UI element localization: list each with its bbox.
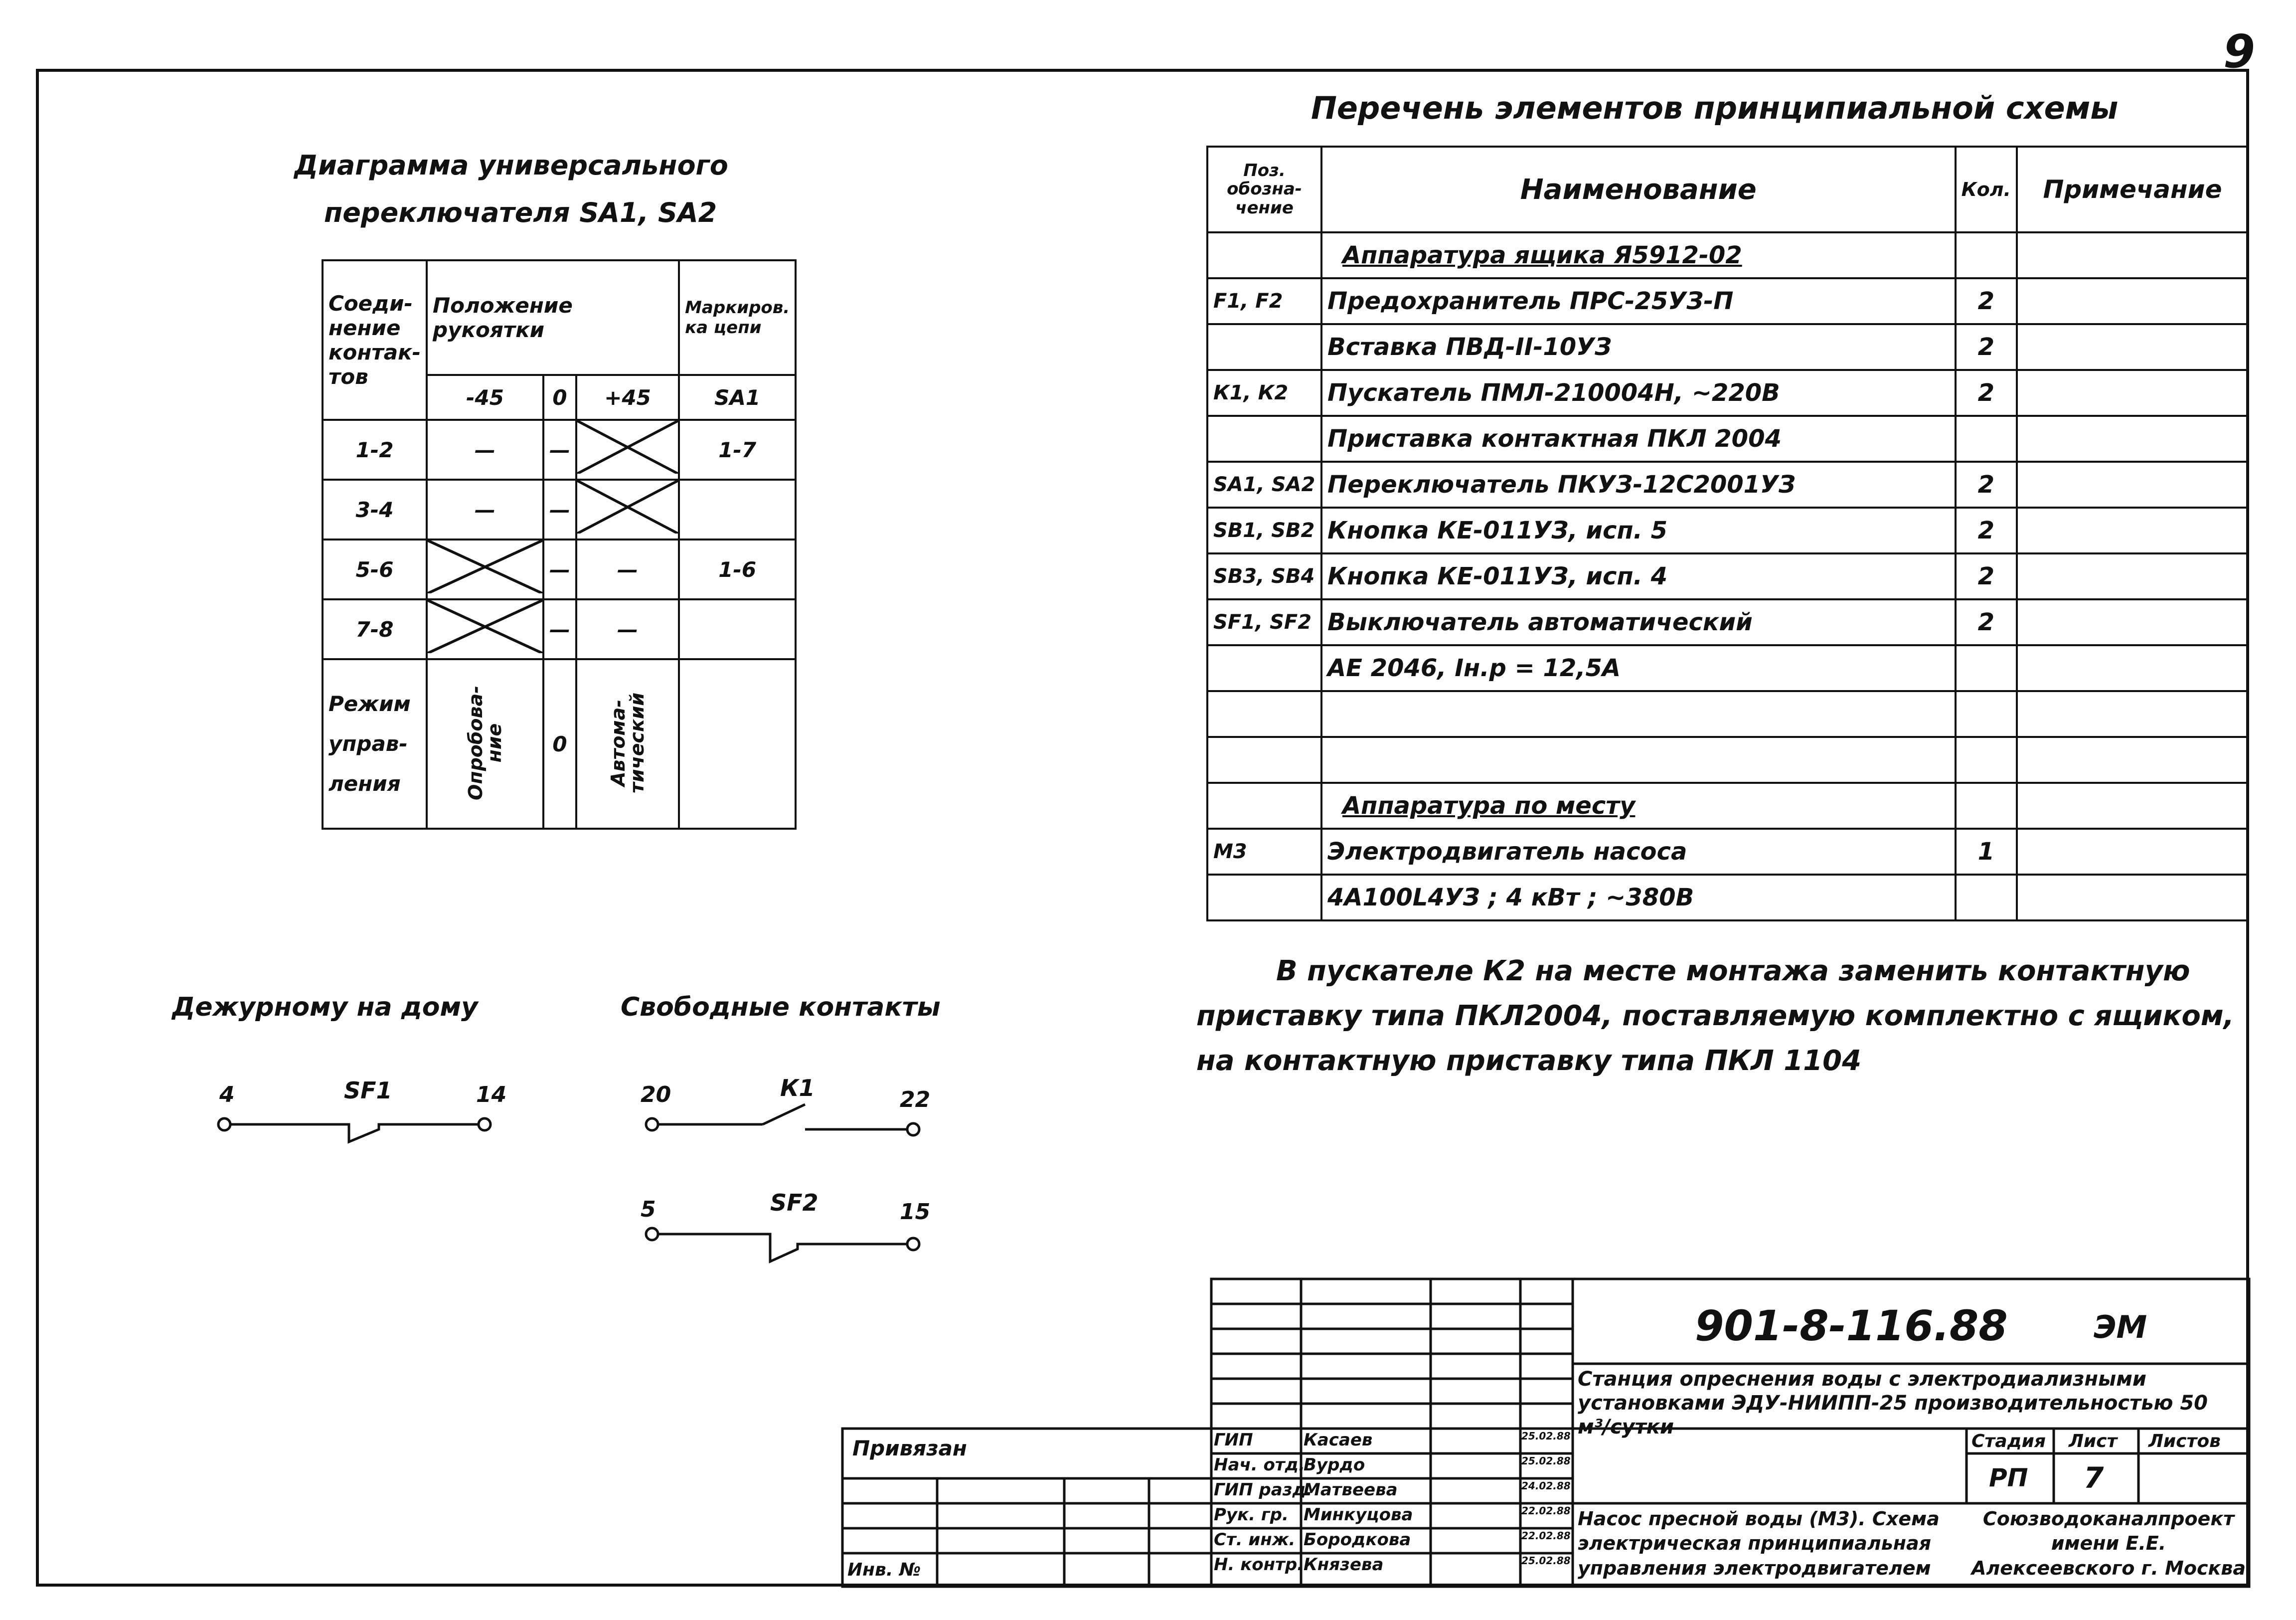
contacts-7-8: 7-8: [323, 599, 427, 659]
staff-role: Нач. отд.: [1214, 1455, 1305, 1475]
staff-name: Матвеева: [1304, 1480, 1398, 1500]
element-qty: 2: [1956, 553, 2017, 599]
element-name: АЕ 2046, Iн.р = 12,5А: [1321, 645, 1956, 691]
staff-role: ГИП: [1214, 1430, 1253, 1450]
staff-role: Ст. инж.: [1214, 1530, 1296, 1550]
header-position: Положение рукоятки: [427, 260, 679, 375]
cell-r1-c1: —: [427, 420, 543, 480]
element-name: Переключатель ПКУЗ-12С2001УЗ: [1321, 462, 1956, 508]
element-qty: 2: [1956, 462, 2017, 508]
header-qty: Кол.: [1956, 147, 2017, 232]
element-name: Пускатель ПМЛ-210004Н, ~220В: [1321, 370, 1956, 416]
mode-zero: 0: [543, 659, 576, 829]
switch-diagram-title-2: переключателя SA1, SA2: [324, 197, 717, 228]
element-pos: SB1, SB2: [1207, 508, 1321, 553]
cell-r2-c2: —: [543, 480, 576, 540]
contacts-3-4: 3-4: [323, 480, 427, 540]
element-pos: К1, К2: [1207, 370, 1321, 416]
cell-r4-c2: —: [543, 599, 576, 659]
element-name: Предохранитель ПРС-25УЗ-П: [1321, 278, 1956, 324]
staff-name: Князева: [1304, 1555, 1384, 1575]
dry1-terminal-right: 22: [900, 1087, 931, 1112]
mode-auto-text: Автома- тический: [607, 692, 649, 794]
staff-date: 25.02.88: [1521, 1555, 1571, 1567]
marking-sa: SA1: [679, 375, 796, 420]
dry2-terminal-left: 5: [641, 1197, 656, 1222]
element-name: 4А100L4УЗ ; 4 кВт ; ~380В: [1321, 875, 1956, 920]
mode-test-text: Опробова- ние: [465, 686, 505, 800]
sheet-type: ЭМ: [2094, 1309, 2147, 1345]
sheet-value: 7: [2084, 1461, 2104, 1495]
header-marking: Маркиров. ка цепи: [679, 260, 796, 375]
element-name: Приставка контактная ПКЛ 2004: [1321, 416, 1956, 462]
mode-label: Режим управ- ления: [323, 659, 427, 829]
element-qty: 2: [1956, 599, 2017, 645]
header-pos: Поз. обозна- чение: [1207, 147, 1321, 232]
staff-date: 25.02.88: [1521, 1430, 1571, 1442]
cell-r3-c2: —: [543, 540, 576, 599]
marking-1-7: 1-7: [679, 420, 796, 480]
staff-name: Касаев: [1304, 1430, 1373, 1450]
inv-label: Инв. №: [847, 1560, 921, 1580]
sheet-label: Лист: [2069, 1431, 2118, 1451]
attached-label: Привязан: [852, 1436, 967, 1460]
note-line-1: В пускателе К2 на месте монтажа заменить контактную: [1276, 955, 2190, 987]
marking-1-6: 1-6: [679, 540, 796, 599]
element-qty: 1: [1956, 829, 2017, 875]
element-pos: М3: [1207, 829, 1321, 875]
element-name: Электродвигатель насоса: [1321, 829, 1956, 875]
staff-date: 24.02.88: [1521, 1480, 1571, 1492]
dry1-k1-label: К1: [780, 1075, 815, 1101]
element-pos: SF1, SF2: [1207, 599, 1321, 645]
staff-name: Минкуцова: [1304, 1505, 1413, 1525]
page-number: 9: [2223, 25, 2256, 78]
staff-date: 22.02.88: [1521, 1505, 1571, 1517]
staff-role: Рук. гр.: [1214, 1505, 1289, 1525]
element-pos: SB3, SB4: [1207, 553, 1321, 599]
stage-label: Стадия: [1971, 1431, 2046, 1451]
switch-diagram-title-1: Диаграмма универсального: [294, 150, 728, 181]
element-name: Вставка ПВД-II-10УЗ: [1321, 324, 1956, 370]
position-plus45: +45: [576, 375, 679, 420]
element-name: Кнопка КЕ-011УЗ, исп. 5: [1321, 508, 1956, 553]
element-name: Аппаратура по месту: [1321, 783, 1956, 829]
sheets-label: Листов: [2148, 1431, 2221, 1451]
cell-r4-c3: —: [576, 599, 679, 659]
drawing-title: Насос пресной воды (М3). Схема электрическая принципиальная управления электродвигателем: [1578, 1508, 1940, 1579]
position-minus45: -45: [427, 375, 543, 420]
staff-role: Н. контр.: [1214, 1555, 1304, 1575]
organization: Союзводоканалпроект имени Е.Е. Алексеевского г. Москва: [1971, 1508, 2246, 1579]
element-name: Кнопка КЕ-011УЗ, исп. 4: [1321, 553, 1956, 599]
header-note: Примечание: [2017, 147, 2248, 232]
element-name: Аппаратура ящика Я5912-02: [1321, 232, 1956, 278]
elements-list-title: Перечень элементов принципиальной схемы: [1311, 90, 2119, 126]
staff-date: 25.02.88: [1521, 1455, 1571, 1467]
staff-role: ГИП разд.: [1214, 1480, 1312, 1500]
dry2-sf2-label: SF2: [770, 1189, 819, 1216]
element-qty: 2: [1956, 278, 2017, 324]
stage-value: РП: [1989, 1463, 2028, 1492]
element-pos: F1, F2: [1207, 278, 1321, 324]
element-name: Выключатель автоматический: [1321, 599, 1956, 645]
element-qty: 2: [1956, 508, 2017, 553]
dry2-terminal-right: 15: [900, 1199, 931, 1225]
header-connection: Соеди- нение контак- тов: [323, 260, 427, 420]
dry1-terminal-left: 20: [641, 1082, 671, 1107]
element-qty: 2: [1956, 324, 2017, 370]
position-0: 0: [543, 375, 576, 420]
cell-r2-c1: —: [427, 480, 543, 540]
note-line-2: приставку типа ПКЛ2004, поставляемую комплектно с ящиком,: [1196, 1000, 2234, 1032]
doc-code: 901-8-116.88: [1695, 1301, 2008, 1350]
staff-name: Вурдо: [1304, 1455, 1365, 1475]
dry-contacts-title: Свободные контакты: [621, 992, 941, 1022]
header-name: Наименование: [1321, 147, 1956, 232]
project-title: Станция опреснения воды с электродиализными установками ЭДУ-НИИПП-25 производительностью 50 м³/сутки: [1578, 1368, 2208, 1439]
duty-terminal-right: 14: [476, 1082, 507, 1107]
element-pos: SA1, SA2: [1207, 462, 1321, 508]
duty-terminal-left: 4: [219, 1082, 235, 1107]
staff-name: Бородкова: [1304, 1530, 1411, 1550]
contacts-5-6: 5-6: [323, 540, 427, 599]
contacts-1-2: 1-2: [323, 420, 427, 480]
element-qty: 2: [1956, 370, 2017, 416]
duty-circuit-title: Дежурному на дому: [172, 992, 478, 1022]
cell-r3-c3: —: [576, 540, 679, 599]
staff-date: 22.02.88: [1521, 1530, 1571, 1542]
cell-r1-c2: —: [543, 420, 576, 480]
note-line-3: на контактную приставку типа ПКЛ 1104: [1196, 1045, 1862, 1077]
duty-sf1-label: SF1: [344, 1077, 392, 1104]
